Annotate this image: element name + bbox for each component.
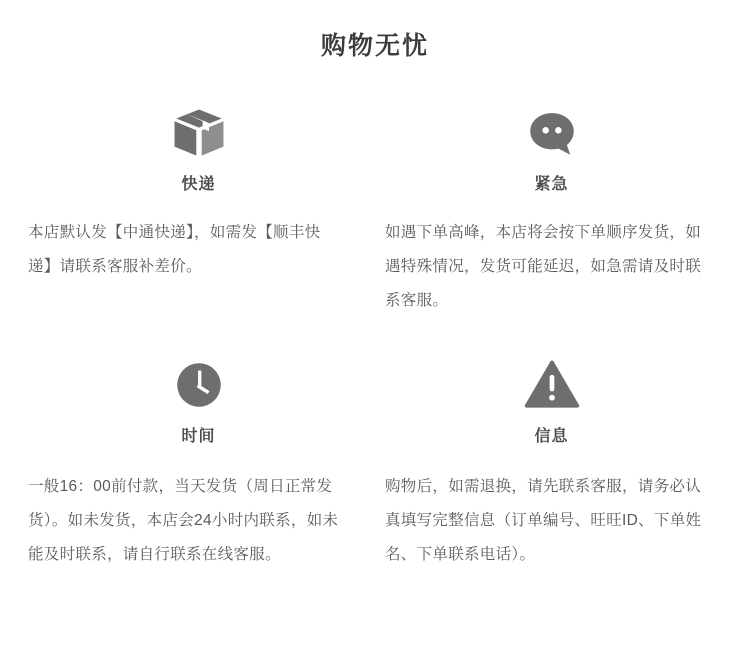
clock-icon: [170, 356, 228, 414]
speech-bubble-icon: [523, 104, 581, 162]
guarantee-item-time: [22, 356, 375, 588]
guarantee-text: 一般16：00前付款，当天发货（周日正常发货）。如未发货，本店会24小时内联系，如未能及时联系，请自行联系在线客服。: [28, 477, 339, 563]
page-title: 购物无忧: [320, 32, 429, 60]
guarantee-text: 如遇下单高峰，本店将会按下单顺序发货，如遇特殊情况，发货可能延迟，如急需请及时联系客服。: [385, 224, 702, 309]
icon-block: [26, 104, 371, 212]
package-box-icon: [170, 104, 228, 162]
warning-triangle-icon: [523, 356, 581, 414]
icon-label: 信息: [534, 427, 569, 445]
guarantee-item-info: [375, 356, 728, 588]
icon-label: 快递: [181, 176, 216, 193]
icon-block: [379, 104, 724, 212]
icon-label: 时间: [181, 427, 216, 445]
icon-block: [26, 356, 371, 468]
guarantee-item-express: [22, 104, 375, 334]
guarantee-text: 购物后，如需退换，请先联系客服，请务必认真填写完整信息（订单编号、旺旺ID、下单姓名、下单联系电话）。: [385, 477, 702, 563]
guarantee-item-urgent: [375, 104, 728, 334]
icon-block: [379, 356, 724, 468]
icon-label: 紧急: [534, 176, 569, 193]
guarantee-text: 本店默认发【中通快递】，如需发【顺丰快递】请联系客服补差价。: [28, 224, 321, 275]
guarantee-grid: [0, 104, 750, 587]
